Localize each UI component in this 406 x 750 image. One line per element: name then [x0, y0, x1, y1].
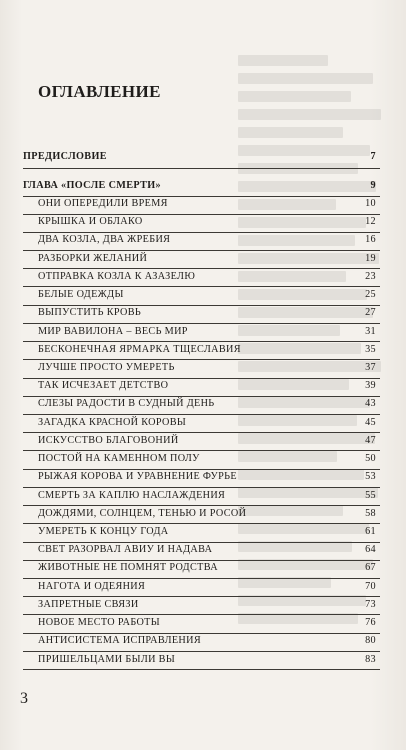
toc-entry[interactable] — [0, 578, 406, 596]
toc-entry-page: 23 — [365, 270, 376, 282]
toc-entry[interactable] — [0, 487, 406, 505]
toc-entry[interactable] — [0, 505, 406, 523]
toc-entry[interactable] — [0, 268, 406, 286]
toc-entry-page: 19 — [365, 252, 376, 264]
toc-entry-page: 67 — [365, 562, 376, 574]
toc-entry-page: 64 — [365, 544, 376, 556]
toc-entry[interactable] — [0, 377, 406, 395]
toc-entry-label: РЫЖАЯ КОРОВА И УРАВНЕНИЕ ФУРЬЕ — [38, 471, 237, 483]
toc-entry[interactable] — [0, 341, 406, 359]
toc-entry[interactable] — [0, 651, 406, 669]
toc-entry-page: 35 — [365, 343, 376, 355]
toc-entry-label: ПРИШЕЛЬЦАМИ БЫЛИ ВЫ — [38, 653, 176, 665]
toc-entry-label: НАГОТА И ОДЕЯНИЯ — [38, 580, 146, 592]
toc-entry[interactable] — [0, 286, 406, 304]
toc-chapter-page: 9 — [370, 180, 376, 191]
divider — [23, 168, 380, 169]
toc-entry-page: 80 — [365, 635, 376, 647]
toc-entry[interactable] — [0, 523, 406, 541]
toc-entry-page: 83 — [365, 653, 376, 665]
toc-entry[interactable] — [0, 414, 406, 432]
toc-entry-page: 58 — [365, 507, 376, 519]
toc-entry-label: ОТПРАВКА КОЗЛА К АЗАЗЕЛЮ — [38, 270, 196, 282]
toc-entry-label: МИР ВАВИЛОНА – ВЕСЬ МИР — [38, 325, 188, 337]
toc-entry[interactable] — [0, 468, 406, 486]
toc-entry[interactable] — [0, 432, 406, 450]
toc-entry-page: 50 — [365, 453, 376, 465]
toc-entry[interactable] — [0, 395, 406, 413]
toc-entry-page: 53 — [365, 471, 376, 483]
toc-entry-label: АНТИСИСТЕМА ИСПРАВЛЕНИЯ — [38, 635, 201, 647]
toc-chapter-label: ГЛАВА «ПОСЛЕ СМЕРТИ» — [23, 180, 161, 191]
page-number: 3 — [20, 690, 28, 707]
toc-entry-label: СЛЕЗЫ РАДОСТИ В СУДНЫЙ ДЕНЬ — [38, 398, 215, 410]
toc-entry-label: НОВОЕ МЕСТО РАБОТЫ — [38, 617, 160, 629]
toc-entry-page: 10 — [365, 198, 376, 209]
toc-entry[interactable] — [0, 632, 406, 650]
toc-entry-page: 45 — [365, 416, 376, 428]
toc-entry-page: 76 — [365, 617, 376, 629]
toc-entry[interactable] — [0, 614, 406, 632]
toc-entry-label: ВЫПУСТИТЬ КРОВЬ — [38, 307, 142, 319]
toc-entry-page: 31 — [365, 325, 376, 337]
toc-entry-label: ТАК ИСЧЕЗАЕТ ДЕТСТВО — [38, 380, 169, 392]
toc-entry-page: 47 — [365, 434, 376, 446]
toc-entry-label: БЕСКОНЕЧНАЯ ЯРМАРКА ТЩЕСЛАВИЯ — [38, 343, 241, 355]
toc-entry-page: 73 — [365, 598, 376, 610]
toc-entry-label: ЖИВОТНЫЕ НЕ ПОМНЯТ РОДСТВА — [38, 562, 218, 574]
divider — [23, 669, 380, 670]
toc-entry-label: ОНИ ОПЕРЕДИЛИ ВРЕМЯ — [38, 198, 168, 209]
toc-chapter[interactable] — [0, 177, 406, 195]
toc-entry-page: 43 — [365, 398, 376, 410]
toc-entry-label: ПОСТОЙ НА КАМЕННОМ ПОЛУ — [38, 453, 200, 465]
page-title: ОГЛАВЛЕНИЕ — [38, 82, 161, 101]
toc-entry[interactable] — [0, 195, 406, 213]
toc-entry[interactable] — [0, 596, 406, 614]
toc-entry-page: 61 — [365, 526, 376, 537]
toc-entry-label: РАЗБОРКИ ЖЕЛАНИЙ — [38, 252, 148, 264]
toc-entry-label: ДОЖДЯМИ, СОЛНЦЕМ, ТЕНЬЮ И РОСОЙ — [38, 507, 247, 519]
toc-entry-page: 27 — [365, 307, 376, 319]
toc-entry-label: ДВА КОЗЛА, ДВА ЖРЕБИЯ — [38, 234, 171, 246]
toc-entry-page: 70 — [365, 580, 376, 592]
toc-entry-label: ЗАГАДКА КРАСНОЙ КОРОВЫ — [38, 416, 187, 428]
toc-entry[interactable] — [0, 323, 406, 341]
toc-entry-page: 37 — [365, 362, 376, 373]
toc-entry-label: УМЕРЕТЬ К КОНЦУ ГОДА — [38, 526, 169, 537]
toc-preface-page: 7 — [370, 151, 376, 162]
toc-entry[interactable] — [0, 541, 406, 559]
toc-entry-label: ЗАПРЕТНЫЕ СВЯЗИ — [38, 598, 139, 610]
toc-entry-page: 12 — [365, 216, 376, 228]
toc-entry-page: 16 — [365, 234, 376, 246]
toc-entry[interactable] — [0, 250, 406, 268]
toc-entry[interactable] — [0, 559, 406, 577]
toc-entry-label: СМЕРТЬ ЗА КАПЛЮ НАСЛАЖДЕНИЯ — [38, 489, 226, 501]
toc-preface[interactable] — [0, 148, 406, 166]
toc-entry-label: ИСКУССТВО БЛАГОВОНИЙ — [38, 434, 179, 446]
toc-entry-label: КРЫШКА И ОБЛАКО — [38, 216, 143, 228]
toc-entry[interactable] — [0, 450, 406, 468]
toc-entry-label: ЛУЧШЕ ПРОСТО УМЕРЕТЬ — [38, 362, 175, 373]
toc-entry-label: БЕЛЫЕ ОДЕЖДЫ — [38, 289, 124, 301]
toc-entry-label: СВЕТ РАЗОРВАЛ АВИУ И НАДАВА — [38, 544, 213, 556]
toc-entry[interactable] — [0, 213, 406, 231]
toc-entry-page: 39 — [365, 380, 376, 392]
toc-entry-page: 55 — [365, 489, 376, 501]
toc-entry[interactable] — [0, 231, 406, 249]
toc-entry[interactable] — [0, 304, 406, 322]
toc-preface-label: ПРЕДИСЛОВИЕ — [23, 151, 107, 162]
toc-entry[interactable] — [0, 359, 406, 377]
toc-entry-page: 25 — [365, 289, 376, 301]
